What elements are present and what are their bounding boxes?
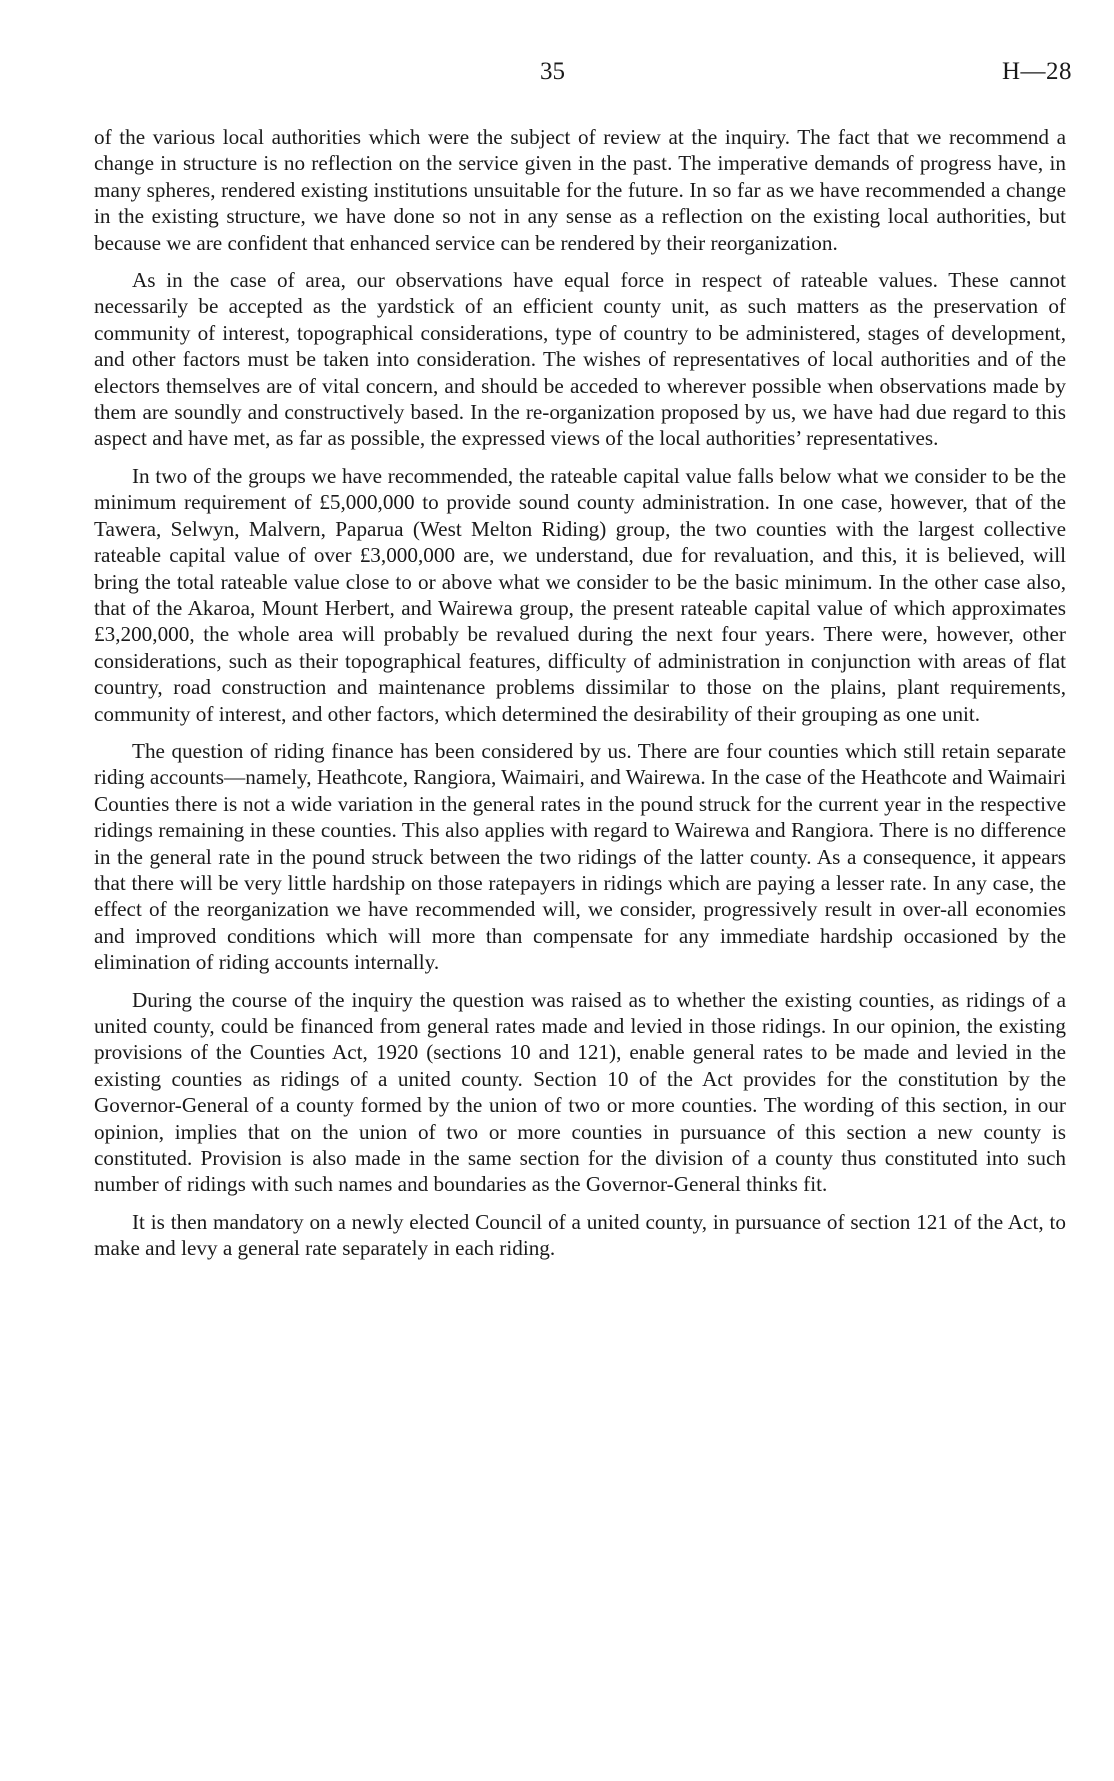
document-reference: H—28: [1001, 58, 1072, 85]
paragraph-general-rate: It is then mandatory on a newly elected Council of a united county, in pursuance of section 121 of the Act, to make and levy a general rate separately in each riding.: [94, 1209, 1066, 1261]
page-number: 35: [540, 58, 565, 85]
paragraph-counties-act: During the course of the inquiry the question was raised as to whether the existing counties, as ridings of a united county, could be financed from general rates made and levied in those ridings. In our opinion, the existing provisions of the Counties Act, 1920 (sections 10 and 121), enable general rates to be made and levied in the existing counties as ridings of a united county. Section 10 of the Act provides for the constitution by the Governor-General of a county formed by the union of two or more counties. The wording of this section, in our opinion, implies that on the union of two or more counties in pursuance of this section a new county is constituted. Provision is also made in the same section for the division of a county thus constituted into such number of ridings with such names and boundaries as the Governor-General thinks fit.: [94, 987, 1066, 1197]
body-text: [94, 124, 1066, 1273]
page-header: [0, 58, 1114, 92]
paragraph-rateable-values: As in the case of area, our observations have equal force in respect of rateable values. These cannot necessarily be accepted as the yardstick of an efficient county unit, as such matters as the preservation of community of interest, topographical considerations, type of country to be administered, stages of development, and other factors must be taken into consideration. The wishes of representatives of local authorities and of the electors themselves are of vital concern, and should be acceded to wherever possible when observations made by them are soundly and constructively based. In the re-organization proposed by us, we have had due regard to this aspect and have met, as far as possible, the expressed views of the local authorities’ representatives.: [94, 268, 1066, 451]
paragraph-riding-finance: The question of riding finance has been considered by us. There are four counties which still retain separate riding accounts—namely, Heathcote, Rangiora, Waimairi, and Wairewa. In the case of the Heathcote and Waimairi Counties there is not a wide variation in the general rates in the pound struck for the current year in the respective ridings remaining in these counties. This also applies with regard to Wairewa and Rangiora. There is no difference in the general rate in the pound struck between the two ridings of the latter county. As a consequence, it appears that there will be very little hardship on those ratepayers in ridings which are paying a lesser rate. In any case, the effect of the reorganization we have recommended will, we consider, progressively result in over-all economies and improved conditions which will more than compensate for any immediate hardship occasioned by the elimination of riding accounts internally.: [94, 738, 1066, 975]
paragraph-continuation: of the various local authorities which were the subject of review at the inquiry. The fact that we recommend a change in structure is no reflection on the service given in the past. The imperative demands of progress have, in many spheres, rendered existing institutions unsuitable for the future. In so far as we have recommended a change in the existing structure, we have done so not in any sense as a reflection on the existing local authorities, but because we are confident that enhanced service can be rendered by their reorganization.: [94, 125, 1066, 255]
paragraph-group-values: In two of the groups we have recommended, the rateable capital value falls below what we consider to be the minimum requirement of £5,000,000 to provide sound county administration. In one case, however, that of the Tawera, Selwyn, Malvern, Paparua (West Melton Riding) group, the two counties with the largest collective rateable capital value of over £3,000,000 are, we understand, due for revaluation, and this, it is believed, will bring the total rateable value close to or above what we consider to be the basic minimum. In the other case also, that of the Akaroa, Mount Herbert, and Wairewa group, the present rateable capital value of which approximates £3,200,000, the whole area will probably be revalued during the next four years. There were, however, other considerations, such as their topographical features, difficulty of administration in conjunction with areas of flat country, road construction and maintenance problems dissimilar to those on the plains, plant requirements, community of interest, and other factors, which determined the desirability of their grouping as one unit.: [94, 463, 1066, 726]
